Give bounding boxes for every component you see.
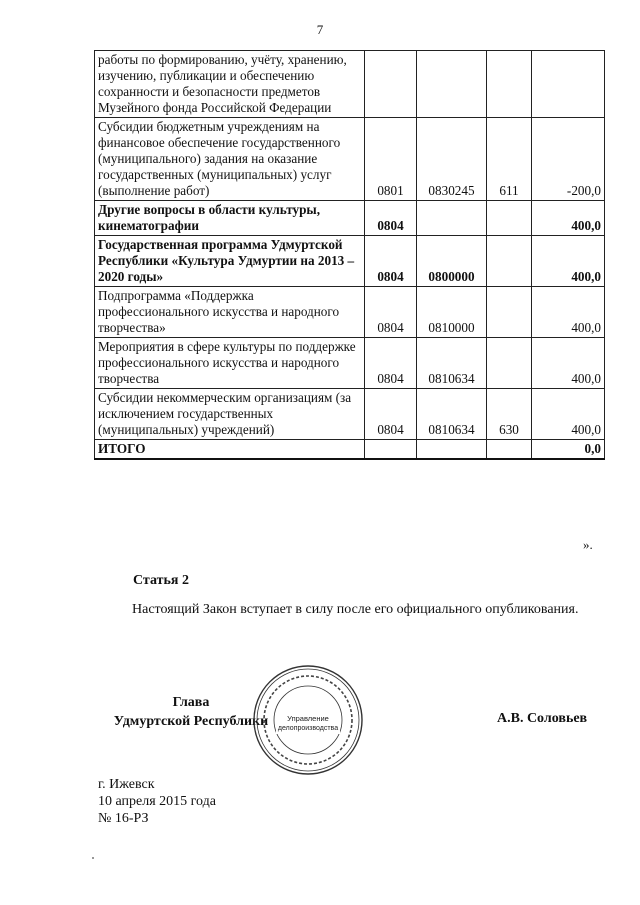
row-sum: 400,0	[532, 201, 605, 236]
city: г. Ижевск	[98, 777, 155, 792]
row-target	[417, 51, 487, 118]
row-target: 0810000	[417, 287, 487, 338]
row-name: ИТОГО	[95, 440, 365, 460]
table-row	[95, 118, 605, 201]
row-name: Государственная программа Удмуртской Республики «Культура Удмуртии на 2013 – 2020 годы»	[95, 236, 365, 287]
row-sum: 400,0	[532, 236, 605, 287]
row-sum: 0,0	[532, 440, 605, 460]
table-row	[95, 201, 605, 236]
row-sum: 400,0	[532, 287, 605, 338]
row-expense	[487, 236, 532, 287]
row-name: Мероприятия в сфере культуры по поддержке профессионального искусства и народного творчества	[95, 338, 365, 389]
article-title: Статья 2	[133, 573, 189, 588]
table-row	[95, 338, 605, 389]
row-sum	[532, 51, 605, 118]
signer-title-line2: Удмуртской Республики	[113, 714, 269, 729]
budget-table	[94, 50, 605, 460]
table-row	[95, 287, 605, 338]
row-target: 0810634	[417, 389, 487, 440]
signer-name: А.В. Соловьев	[497, 711, 588, 726]
signer-title-line1: Глава	[172, 695, 210, 710]
row-section	[365, 51, 417, 118]
row-target	[417, 201, 487, 236]
table-row	[95, 51, 605, 118]
row-expense	[487, 287, 532, 338]
row-target: 0830245	[417, 118, 487, 201]
row-sum: 400,0	[532, 338, 605, 389]
row-section: 0801	[365, 118, 417, 201]
row-name: Подпрограмма «Поддержка профессионального искусства и народного творчества»	[95, 287, 365, 338]
date: 10 апреля 2015 года	[98, 794, 216, 809]
row-section	[365, 440, 417, 460]
row-expense	[487, 338, 532, 389]
table-row	[95, 389, 605, 440]
row-section: 0804	[365, 201, 417, 236]
row-expense: 630	[487, 389, 532, 440]
row-section: 0804	[365, 236, 417, 287]
place-date-block	[98, 776, 216, 827]
row-name: работы по формированию, учёту, хранению, изучению, публикации и обеспечению сохранности и безопасности предметов Музейного фонда Российской Федерации	[95, 51, 365, 118]
row-section: 0804	[365, 389, 417, 440]
row-target: 0800000	[417, 236, 487, 287]
row-target: 0810634	[417, 338, 487, 389]
stamp-text-line1: Управление	[287, 714, 329, 723]
row-target	[417, 440, 487, 460]
stamp-text-line2: делопроизводства	[277, 725, 339, 732]
closing-quote: ».	[583, 537, 593, 552]
row-section: 0804	[365, 287, 417, 338]
row-expense	[487, 201, 532, 236]
official-stamp	[252, 664, 364, 776]
page-number: 7	[316, 22, 324, 37]
law-number: № 16-РЗ	[98, 811, 149, 826]
article-text: Настоящий Закон вступает в силу после его официального опубликования.	[132, 602, 579, 617]
row-section: 0804	[365, 338, 417, 389]
row-expense: 611	[487, 118, 532, 201]
row-name: Субсидии бюджетным учреждениям на финансовое обеспечение государственного (муниципального) задания на оказание государственных (муниципальных) услуг (выполнение работ)	[95, 118, 365, 201]
row-name: Субсидии некоммерческим организациям (за исключением государственных (муниципальных) учреждений)	[95, 389, 365, 440]
row-expense	[487, 440, 532, 460]
table-row	[95, 236, 605, 287]
scan-speck	[92, 857, 94, 859]
row-name: Другие вопросы в области культуры, кинематографии	[95, 201, 365, 236]
row-sum: 400,0	[532, 389, 605, 440]
row-expense	[487, 51, 532, 118]
table-total-row	[95, 440, 605, 460]
row-sum: -200,0	[532, 118, 605, 201]
